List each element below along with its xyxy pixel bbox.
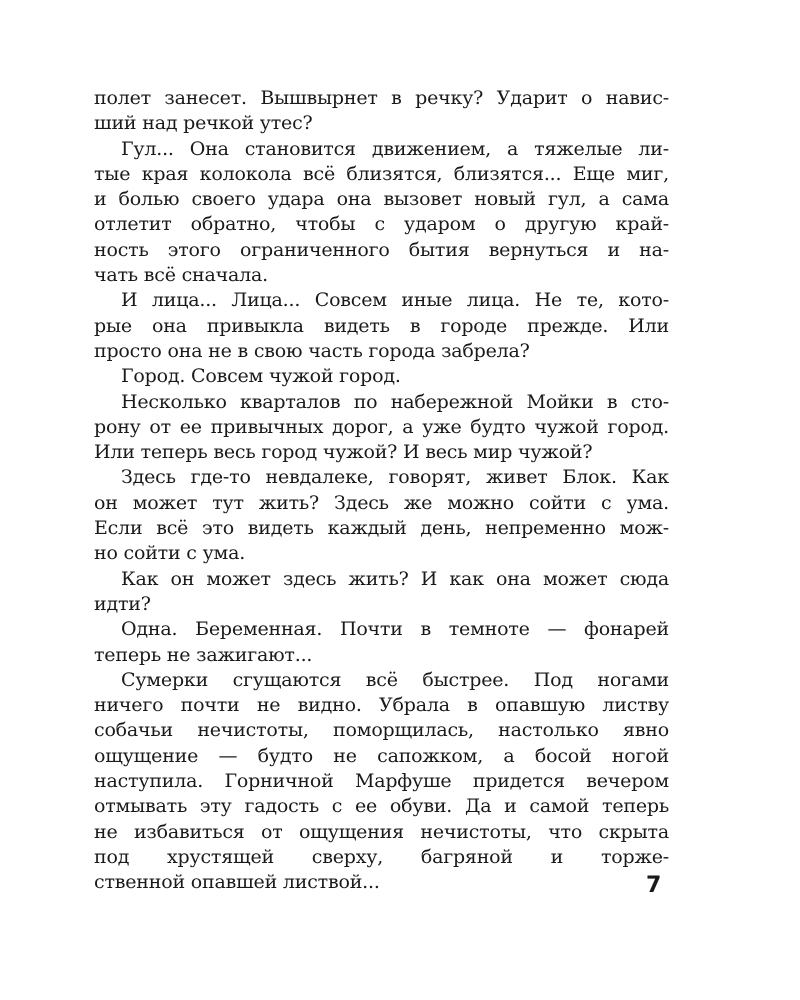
text-line: Город. Совсем чужой город.	[121, 365, 401, 388]
page-number: 7	[646, 873, 662, 898]
text-line: чать всё сначала.	[94, 264, 268, 287]
text-line: ший над речкой утес?	[94, 112, 313, 135]
page-text	[94, 86, 669, 896]
text-line: просто она не в свою часть города забрела?	[94, 339, 530, 362]
text-line: Здесь где-то невдалеке, говорят, живет Блок. Как	[121, 466, 669, 489]
text-line: Как он может здесь жить? И как она может сюда	[121, 567, 669, 590]
text-line: идти?	[94, 592, 151, 615]
text-line: но сойти с ума.	[94, 542, 246, 565]
text-line: ничего почти не видно. Убрала в опавшую листву	[94, 694, 669, 717]
text-line: Гул... Она становится движением, а тяжелые ли-	[121, 137, 669, 160]
text-line: теперь не зажигают...	[94, 643, 313, 666]
text-line: отмывать эту гадость с ее обуви. Да и самой теперь	[94, 795, 669, 818]
text-line: полет занесет. Вышвырнет в речку? Ударит о навис-	[94, 87, 669, 109]
text-line: собачьи нечистоты, поморщилась, настолько явно	[94, 719, 669, 742]
text-line: ощущение — будто не сапожком, а босой ногой	[94, 744, 669, 767]
text-line: не избавиться от ощущения нечистоты, что скрыта	[94, 820, 669, 843]
text-line: под хрустящей сверху, багряной и торже-	[94, 845, 669, 868]
text-line: Несколько кварталов по набережной Мойки в сто-	[121, 390, 669, 413]
text-line: рые она привыкла видеть в городе прежде. Или	[94, 314, 669, 337]
text-line: тые края колокола всё близятся, близятся... Еще миг,	[94, 162, 669, 185]
text-line: И лица... Лица... Совсем иные лица. Не те, кото-	[121, 289, 669, 312]
text-line: отлетит обратно, чтобы с ударом о другую край-	[94, 213, 669, 236]
text-line: ственной опавшей листвой...	[94, 871, 380, 894]
text-line: Если всё это видеть каждый день, непременно мож-	[94, 517, 669, 540]
text-line: ность этого ограниченного бытия вернуться и на-	[94, 238, 669, 261]
text-line: Одна. Беременная. Почти в темноте — фонарей	[121, 618, 669, 641]
text-line: наступила. Горничной Марфуше придется вечером	[94, 770, 669, 793]
text-line: и болью своего удара она вызовет новый гул, а сама	[94, 188, 669, 211]
text-line: Сумерки сгущаются всё быстрее. Под ногами	[121, 668, 669, 691]
text-line: он может тут жить? Здесь же можно сойти с ума.	[94, 491, 669, 514]
text-line: рону от ее привычных дорог, а уже будто чужой город.	[94, 415, 669, 438]
text-line: Или теперь весь город чужой? И весь мир чужой?	[94, 441, 593, 464]
